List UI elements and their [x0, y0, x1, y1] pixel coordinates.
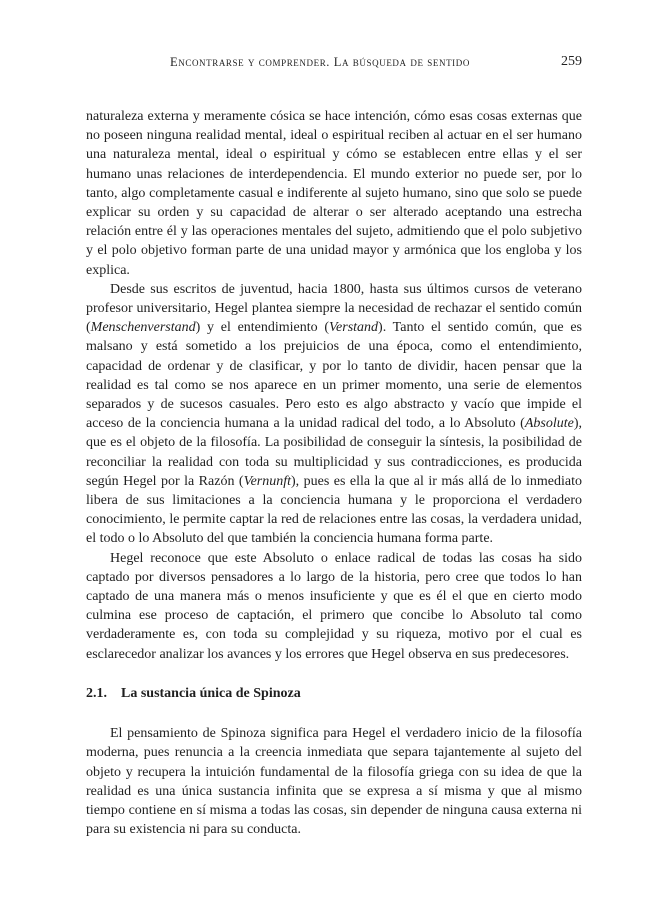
paragraph-2-text-2: ) y el entendimiento (	[195, 320, 330, 336]
body-text	[86, 107, 582, 839]
term-absolute: Absolute	[524, 416, 574, 432]
page-number: 259	[561, 54, 582, 69]
running-title: Encontrarse y comprender. La búsqueda de sentido	[170, 55, 470, 69]
section-heading	[86, 684, 582, 703]
term-vernunft: Vernunft	[243, 473, 292, 489]
paragraph-2-text-4: ), que es el objeto de la filosofía. La posibilidad de conseguir la síntesis, la posibilidad de reconciliar la realidad con toda su multiplicidad y sus contradicciones, es producida según Hegel por la Razón (	[86, 416, 582, 489]
paragraph-2-text-1: Desde sus escritos de juventud, hacia 1800, hasta sus últimos cursos de veterano profesor universitario, Hegel plantea siempre la necesidad de rechazar el sentido común (	[86, 281, 582, 336]
section-number: 2.1.	[86, 685, 107, 701]
section-paragraph: El pensamiento de Spinoza significa para Hegel el verdadero inicio de la filosofía moderna, pues renuncia a la creencia inmediata que separa tajantemente al sujeto del objeto y recupera la intuición fundamental de la filosofía griega con su idea de que la realidad es una única sustancia infinita que se expresa a sí misma y que al mismo tiempo contiene en sí misma a todas las cosas, sin depender de ninguna causa externa ni para su existencia ni para su conducta.	[86, 726, 582, 838]
section-title: La sustancia única de Spinoza	[121, 685, 301, 701]
paragraph-3: Hegel reconoce que este Absoluto o enlace radical de todas las cosas ha sido captado por diversos pensadores a lo largo de la historia, pero cree que todos lo han captado de una manera más o menos insuficiente y que es él el que en cierto modo culmina ese proceso de captación, el primero que concibe lo Absoluto tal como verdaderamente es, con toda su complejidad y su riqueza, motivo por el cual es esclarecedor analizar los avances y los errores que Hegel observa en sus predecesores.	[86, 550, 582, 662]
paragraph-2	[86, 280, 582, 549]
paragraph-2-text-5: ), pues es ella la que al ir más allá de lo inmediato libera de sus limitaciones a la conciencia humana y le proporciona el verdadero conocimiento, le permite captar la red de relaciones entre las cosas, la verdadera unidad, el todo o lo Absoluto del que también la conciencia humana forma parte.	[86, 473, 582, 547]
paragraph-1: naturaleza externa y meramente cósica se hace intención, cómo esas cosas externas que no poseen ninguna realidad mental, ideal o espiritual reciben al actuar en el ser humano una naturaleza mental, ideal o espiritual y cómo se establecen entre ellas y el ser humano unas relaciones de interdependencia. El mundo exterior no puede ser, por lo tanto, algo completamente casual e indiferente al sujeto humano, sino que solo se puede explicar su orden y su capacidad de alterar o ser alterado aceptando una estrecha relación entre él y las operaciones mentales del sujeto, admitiendo que el polo subjetivo y el polo objetivo forman parte de una unidad mayor y armónica que los engloba y los explica.	[86, 109, 582, 278]
term-verstand: Verstand	[329, 320, 379, 336]
term-menschenverstand: Menschenverstand	[90, 320, 196, 336]
paragraph-2-text-3: ). Tanto el sentido común, que es malsano y está sometido a los prejuicios de una época, como el entendimiento, capacidad de ordenar y de clasificar, y por lo tanto de dividir, hacen pensar que la realidad es tal como se nos aparece en un primer momento, una serie de elementos separados y de sucesos casuales. Pero esto es algo abstracto y vacío que impide el acceso de la conciencia humana a la unidad radical del todo, a lo Absoluto (	[86, 320, 582, 432]
